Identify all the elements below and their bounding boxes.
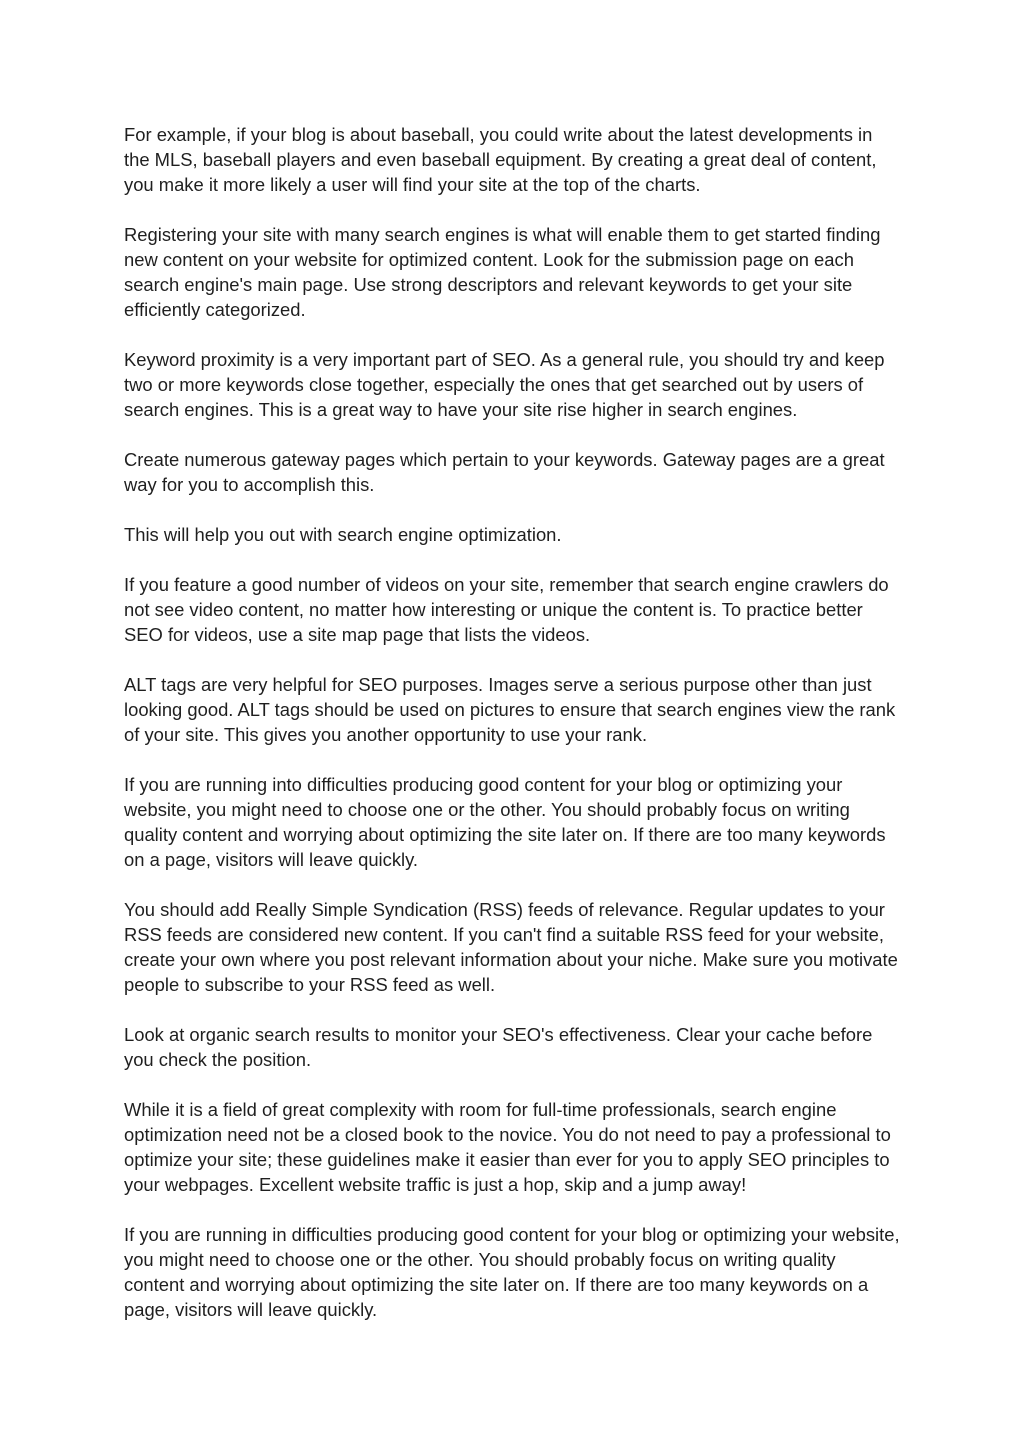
paragraph: While it is a field of great complexity with room for full-time professionals, search engine optimization need not be a closed book to the novice. You do not need to pay a professional to optimize your site; these guidelines make it easier than ever for you to apply SEO principles to your webpages. Excellent website traffic is just a hop, skip and a jump away! [124, 1099, 891, 1195]
paragraph: If you feature a good number of videos on your site, remember that search engine crawlers do not see video content, no matter how interesting or unique the content is. To practice better SEO for videos, use a site map page that lists the videos. [124, 574, 889, 645]
paragraph: You should add Really Simple Syndication (RSS) feeds of relevance. Regular updates to your RSS feeds are considered new content. If you can't find a suitable RSS feed for your website, create your own where you post relevant information about your niche. Make sure you motivate people to subscribe to your RSS feed as well. [124, 899, 898, 995]
paragraph: If you are running into difficulties producing good content for your blog or optimizing your website, you might need to choose one or the other. You should probably focus on writing quality content and worrying about optimizing the site later on. If there are too many keywords on a page, visitors will leave quickly. [124, 774, 886, 870]
paragraph: For example, if your blog is about baseball, you could write about the latest developments in the MLS, baseball players and even baseball equipment. By creating a great deal of content, you make it more likely a user will find your site at the top of the charts. [124, 124, 877, 195]
paragraph: This will help you out with search engine optimization. [124, 524, 562, 545]
document-page [124, 122, 900, 1322]
paragraph: Create numerous gateway pages which pertain to your keywords. Gateway pages are a great way for you to accomplish this. [124, 449, 885, 495]
paragraph: If you are running in difficulties producing good content for your blog or optimizing your website, you might need to choose one or the other. You should probably focus on writing quality content and worrying about optimizing the site later on. If there are too many keywords on a page, visitors will leave quickly. [124, 1224, 900, 1320]
paragraph: Keyword proximity is a very important part of SEO. As a general rule, you should try and keep two or more keywords close together, especially the ones that get searched out by users of search engines. This is a great way to have your site rise higher in search engines. [124, 349, 885, 420]
paragraph: ALT tags are very helpful for SEO purposes. Images serve a serious purpose other than just looking good. ALT tags should be used on pictures to ensure that search engines view the rank of your site. This gives you another opportunity to use your rank. [124, 674, 896, 745]
paragraph: Registering your site with many search engines is what will enable them to get started finding new content on your website for optimized content. Look for the submission page on each search engine's main page. Use strong descriptors and relevant keywords to get your site efficiently categorized. [124, 224, 881, 320]
paragraph: Look at organic search results to monitor your SEO's effectiveness. Clear your cache before you check the position. [124, 1024, 873, 1070]
